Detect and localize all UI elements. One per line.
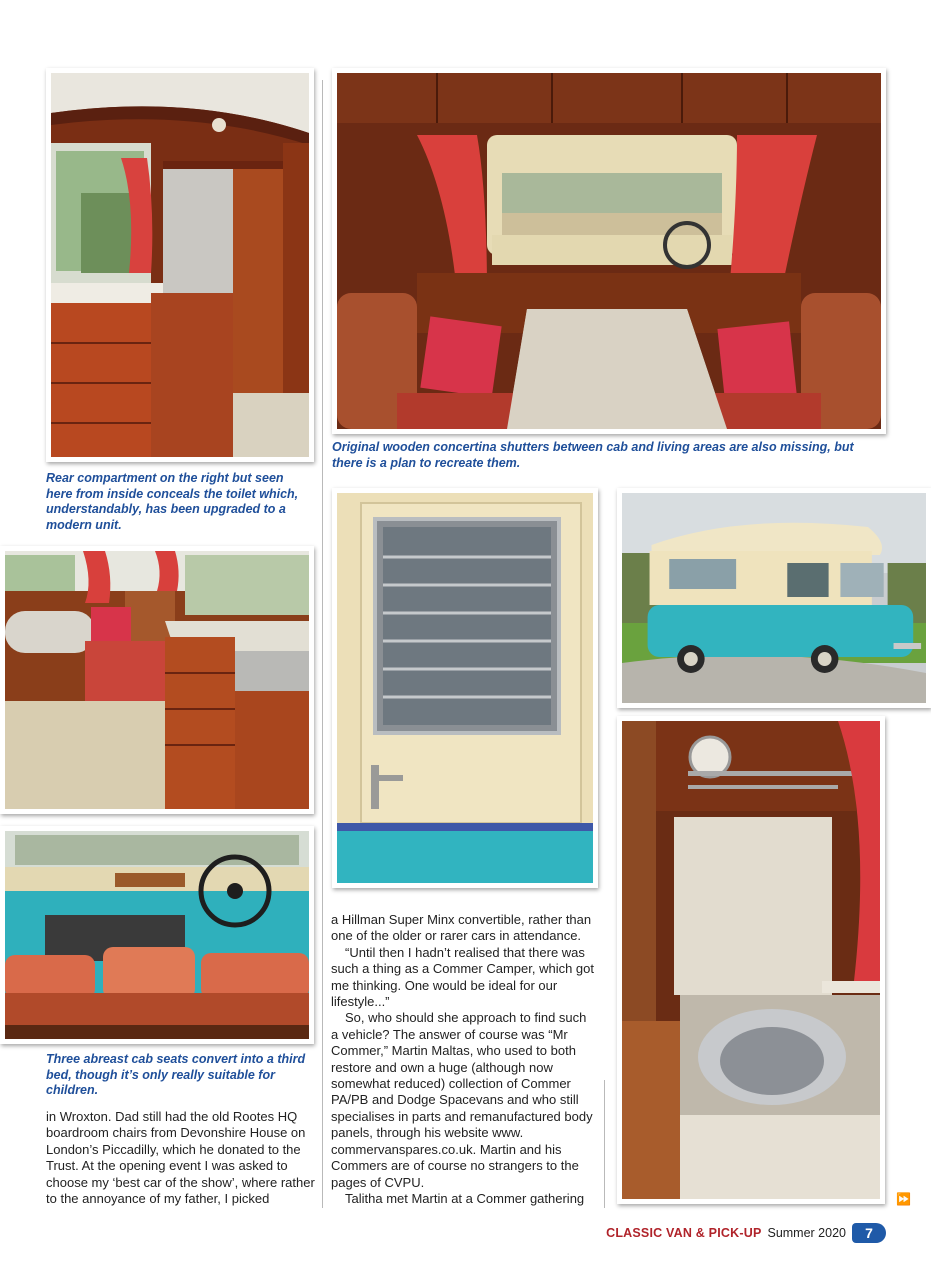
issue-label: Summer 2020 (767, 1226, 846, 1240)
louvred-door-photo (332, 488, 598, 888)
cab-seats-photo (0, 826, 314, 1044)
page-number-badge: 7 (852, 1223, 886, 1243)
column-rule-left (322, 80, 323, 1208)
left-column-text (46, 1109, 316, 1207)
page-footer (606, 1223, 886, 1243)
middle-paragraph: a Hillman Super Minx convertible, rather than one of the older or rarer cars in attendance. (331, 912, 592, 944)
cab-seats-caption: Three abreast cab seats convert into a third bed, though it’s only really suitable for children. (46, 1052, 306, 1097)
continue-arrow-icon: ⏩ (896, 1192, 911, 1206)
kitchen-dinette-photo (0, 546, 314, 814)
column-rule-right (604, 1080, 605, 1208)
concertina-caption: Original wooden concertina shutters between cab and living areas are also missing, but there is a plan to recreate them. (332, 440, 854, 470)
rear-compartment-photo (46, 68, 314, 462)
camper-exterior-photo (617, 488, 931, 708)
dinette-window-photo (332, 68, 886, 434)
rear-compartment-caption: Rear compartment on the right but seen here from inside conceals the toilet which, understandably, has been upgraded to a modern unit. (46, 471, 299, 532)
sink-cabinet-photo (617, 716, 885, 1204)
middle-paragraph: So, who should she approach to find such a vehicle? The answer of course was “Mr Commer,” Martin Maltas, who used to both restore and own a huge (although now somewhat reduced) collection of Commer PA/PB and Dodge Spacevans and who still specialises in parts and remanufactured body panels, through his website www. commervanspares.co.uk. Martin and his Commers are of course no strangers to the pages of CVPU. (331, 1010, 593, 1190)
magazine-title: CLASSIC VAN & PICK-UP (606, 1226, 762, 1240)
left-paragraph: in Wroxton. Dad still had the old Rootes HQ boardroom chairs from Devonshire House on London’s Piccadilly, which he donated to the Trust. At the opening event I was asked to choose my ‘best car of the show’, where rather to the annoyance of my father, I picked (46, 1109, 315, 1207)
middle-paragraph: “Until then I hadn’t realised that there was such a thing as a Commer Camper, which got me thinking. One would be ideal for our lifestyle...” (331, 944, 595, 1010)
middle-column-text (331, 912, 597, 1207)
middle-paragraph: Talitha met Martin at a Commer gathering (345, 1190, 585, 1206)
